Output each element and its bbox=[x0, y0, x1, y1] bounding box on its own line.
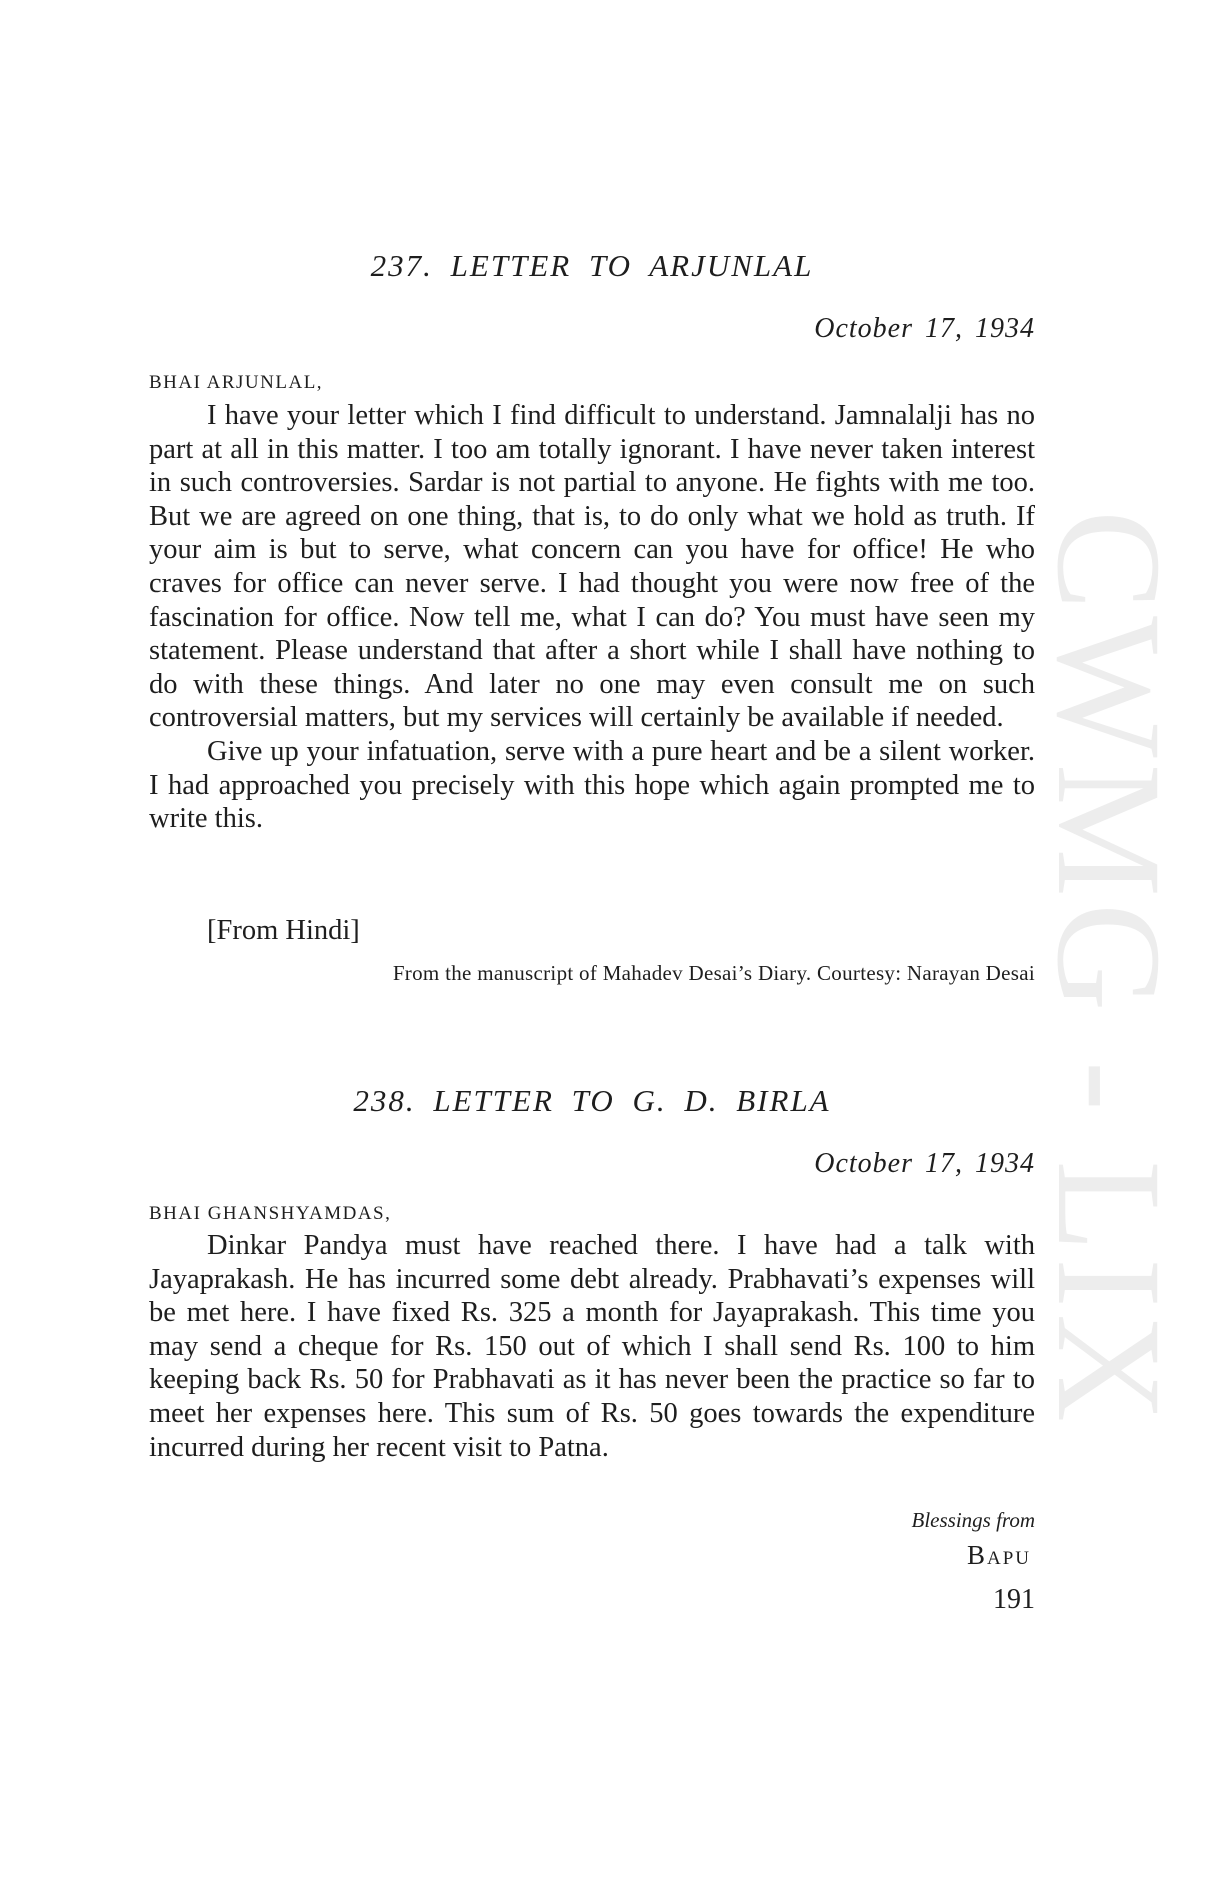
letter-238-heading: 238. LETTER TO G. D. BIRLA bbox=[353, 1083, 831, 1118]
letter-237-heading: 237. LETTER TO ARJUNLAL bbox=[370, 248, 814, 283]
letter-237-translation-note: [From Hindi] bbox=[207, 915, 360, 946]
letter-238-paragraph-1: Dinkar Pandya must have reached there. I have had a talk with Jayaprakash. He has incurred some debt already. Prabhavati’s expenses will be met here. I have fixed Rs. 325 a month for Jayaprakash. This time you may send a cheque for Rs. 150 out of which I shall send Rs. 100 to him keeping back Rs. 50 for Prabhavati as it has never been the practice so far to meet her expenses here. This sum of Rs. 50 goes towards the expenditure incurred during her recent visit to Patna. bbox=[149, 1230, 1035, 1463]
page bbox=[149, 0, 1035, 1890]
letter-237-paragraph-1: I have your letter which I find difficult to understand. Jamnalalji has no part at all in this matter. I too am totally ignorant. I have never taken interest in such controversies. Sardar is not partial to anyone. He fights with me too. But we are agreed on one thing, that is, to do only what we hold as truth. If your aim is but to serve, what concern can you have for office! He who craves for office can never serve. I had thought you were now free of the fascination for office. Now tell me, what I can do? You must have seen my statement. Please understand that after a short while I shall have nothing to do with these things. And later no one may even consult me on such controversial matters, but my services will certainly be available if needed. bbox=[149, 400, 1035, 734]
letter-237-body bbox=[149, 399, 1035, 836]
watermark-text: CWMG - LIX bbox=[1026, 510, 1192, 1429]
page-number: 191 bbox=[993, 1584, 1035, 1615]
letter-237-date: October 17, 1934 bbox=[814, 313, 1035, 344]
letter-238-body bbox=[149, 1229, 1035, 1464]
letter-238-signature: Bapu bbox=[966, 1540, 1031, 1570]
letter-237-salutation: BHAI ARJUNLAL, bbox=[149, 372, 324, 393]
letter-238-salutation: BHAI GHANSHYAMDAS, bbox=[149, 1203, 392, 1224]
letter-237-source: From the manuscript of Mahadev Desai’s Diary. Courtesy: Narayan Desai bbox=[392, 961, 1035, 985]
letter-238-date: October 17, 1934 bbox=[814, 1148, 1035, 1179]
letter-238-signoff: Blessings from bbox=[911, 1508, 1035, 1532]
letter-237-paragraph-2: Give up your infatuation, serve with a pure heart and be a silent worker. I had approached you precisely with this hope which again prompted me to write this. bbox=[149, 735, 1035, 835]
